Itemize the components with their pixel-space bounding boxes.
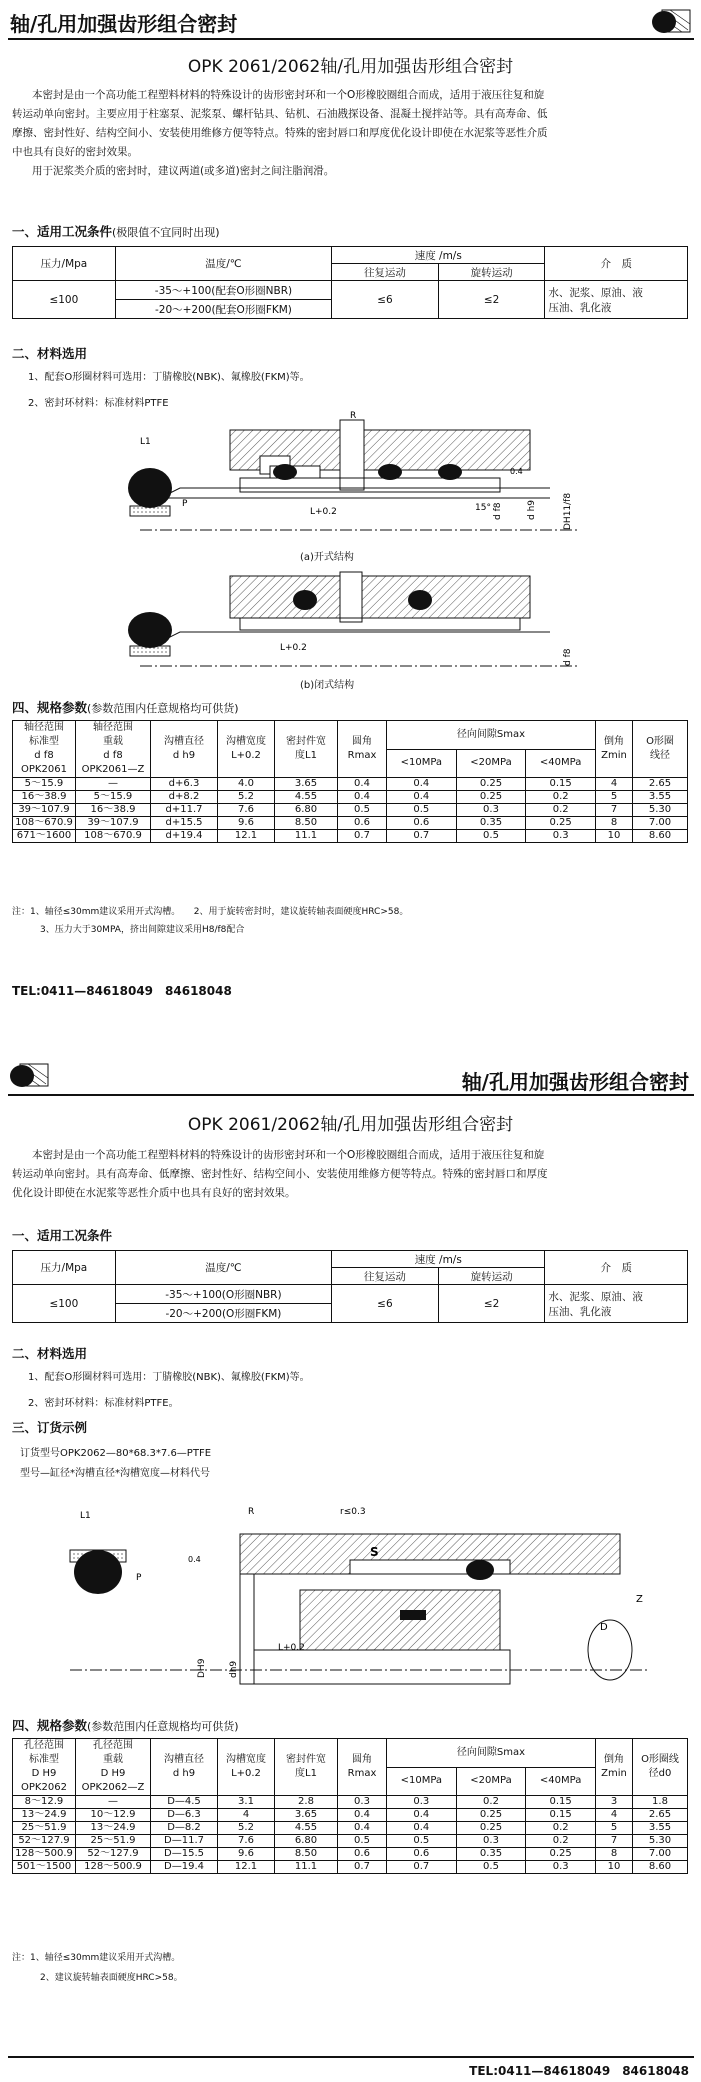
table-cell: 0.25 xyxy=(456,778,526,791)
th-speed: 速度 /m/s xyxy=(332,247,545,264)
table-cell: 16～38.9 xyxy=(13,791,76,804)
h-c3a: 沟槽直径 xyxy=(164,736,204,747)
table-row xyxy=(13,778,688,791)
table-cell: — xyxy=(76,1796,151,1809)
h-c3b: d h9 xyxy=(172,1768,196,1779)
th-pressure: 压力/Mpa xyxy=(13,247,116,281)
table-cell: 0.4 xyxy=(338,791,387,804)
table-cell: 7 xyxy=(596,1835,633,1848)
td-rot: ≤2 xyxy=(438,281,545,319)
table-cell: 7.6 xyxy=(218,804,275,817)
page1-material-1: 1、配套O形圈材料可选用：丁腈橡胶(NBK)、氟橡胶(FKM)等。 xyxy=(28,372,310,383)
table-cell: 0.3 xyxy=(338,1796,387,1809)
table-cell: 12.1 xyxy=(218,1861,275,1874)
h-c6a: 圆角 xyxy=(352,736,372,747)
table-cell: 0.15 xyxy=(526,1796,596,1809)
table-cell: 108～670.9 xyxy=(13,817,76,830)
page1-tel: TEL:0411—84618049 84618048 xyxy=(12,984,232,998)
th-rot: 旋转运动 xyxy=(438,1268,545,1285)
table-cell: 6.80 xyxy=(275,1835,338,1848)
td-temp1: -35～+100(O形圈NBR) xyxy=(115,1285,331,1304)
h-c2b: 重载 xyxy=(103,1754,123,1765)
dim-z: Z xyxy=(636,1594,643,1605)
table-cell: 3.65 xyxy=(275,778,338,791)
h-c4a: 沟槽宽度 xyxy=(226,1754,266,1765)
h-c5a: 密封件宽 xyxy=(286,736,326,747)
h-c5b: 度L1 xyxy=(295,1768,317,1779)
table-cell: 0.15 xyxy=(526,1809,596,1822)
page2-figure-piston-groove xyxy=(40,1500,660,1690)
page2-intro xyxy=(12,1146,692,1203)
dim-rs: r≤0.3 xyxy=(340,1507,366,1517)
h-c2a: 孔径范围 xyxy=(93,1740,133,1751)
th-media: 介 质 xyxy=(545,247,688,281)
page2-material-2: 2、密封环材料：标准材料PTFE。 xyxy=(28,1398,179,1409)
page2-section-materials: 二、材料选用 xyxy=(12,1346,88,1361)
table-cell: 4 xyxy=(596,778,633,791)
table-row xyxy=(13,791,688,804)
h-c1d: OPK2061 xyxy=(21,764,67,775)
th-recip: 往复运动 xyxy=(332,264,439,281)
h-c7c: <40MPa xyxy=(526,749,596,778)
h-c3a: 沟槽直径 xyxy=(164,1754,204,1765)
dim-d8: d f8 xyxy=(493,502,503,520)
table-cell: 0.6 xyxy=(338,1848,387,1861)
table-cell: 3.55 xyxy=(633,1822,688,1835)
page2-section-order: 三、订货示例 xyxy=(12,1420,88,1435)
table-cell: 501～1500 xyxy=(13,1861,76,1874)
td-media2: 压油、乳化液 xyxy=(548,301,612,314)
page1-header-title: 轴/孔用加强齿形组合密封 xyxy=(10,12,238,36)
h-c9a: O形圈线 xyxy=(641,1754,679,1765)
dim-s: S xyxy=(370,1545,379,1559)
table-cell: 671～1600 xyxy=(13,830,76,843)
table-cell: 0.7 xyxy=(387,1861,457,1874)
page2-main-title: OPK 2061/2062轴/孔用加强齿形组合密封 xyxy=(187,1115,514,1135)
table-cell: 0.7 xyxy=(338,830,387,843)
intro-line: 摩擦、密封性好、结构空间小、安装使用维修方便等特点。特殊的密封唇口和厚度优化设计即使在水泥浆等恶性介质 xyxy=(12,127,548,139)
td-recip: ≤6 xyxy=(332,1285,439,1323)
dim-dh11: DH11/f8 xyxy=(563,492,573,530)
h-c1b: 标准型 xyxy=(29,736,59,747)
page2-section-conditions: 一、适用工况条件 xyxy=(12,1228,113,1243)
table-cell: 128～500.9 xyxy=(13,1848,76,1861)
page1-section-conditions xyxy=(12,222,220,240)
th-rot: 旋转运动 xyxy=(438,264,545,281)
page2-note-2: 2、建议旋转轴表面硬度HRC>58。 xyxy=(40,1973,183,1983)
table-cell: — xyxy=(76,778,151,791)
page1-figure-open-groove xyxy=(120,410,600,570)
table-cell: 10～12.9 xyxy=(76,1809,151,1822)
td-recip: ≤6 xyxy=(332,281,439,319)
table-cell: 0.4 xyxy=(338,1809,387,1822)
table-cell: 13～24.9 xyxy=(76,1822,151,1835)
table-cell: 0.4 xyxy=(387,778,457,791)
h-c6b: Rmax xyxy=(347,1768,377,1779)
section-label: 一、适用工况条件 xyxy=(12,224,113,239)
table-cell: 4 xyxy=(596,1809,633,1822)
table-cell: 108～670.9 xyxy=(76,830,151,843)
dim-r: R xyxy=(248,1507,255,1517)
table-cell: 4.55 xyxy=(275,1822,338,1835)
td-rot: ≤2 xyxy=(438,1285,545,1323)
table-cell: 2.65 xyxy=(633,778,688,791)
page1-figure-closed-groove xyxy=(120,570,600,680)
table-cell: 0.25 xyxy=(526,1848,596,1861)
table-cell: 0.6 xyxy=(387,1848,457,1861)
table-row xyxy=(13,1822,688,1835)
intro-line: 转运动单向密封。主要应用于柱塞泵、泥浆泵、螺杆钻具、钻机、石油戡探设备、混凝土搅拌站等。具有高寿命、低 xyxy=(12,108,548,120)
table-row xyxy=(13,1861,688,1874)
table-cell: 0.4 xyxy=(338,778,387,791)
h-c4b: L+0.2 xyxy=(231,750,261,761)
table-cell: 25～51.9 xyxy=(76,1835,151,1848)
page1-section-materials: 二、材料选用 xyxy=(12,346,88,361)
table-cell: 3.55 xyxy=(633,791,688,804)
header-rule xyxy=(8,1094,694,1096)
table-cell: 5.2 xyxy=(218,1822,275,1835)
table-cell: d+8.2 xyxy=(151,791,218,804)
table-cell: 13～24.9 xyxy=(13,1809,76,1822)
th-recip: 往复运动 xyxy=(332,1268,439,1285)
h-c8b: Zmin xyxy=(601,1768,627,1779)
page2-conditions-table xyxy=(12,1250,688,1323)
table-cell: 0.5 xyxy=(387,1835,457,1848)
table-cell: 0.3 xyxy=(526,1861,596,1874)
page1-conditions-table xyxy=(12,246,688,319)
table-cell: d+15.5 xyxy=(151,817,218,830)
table-cell: 3.65 xyxy=(275,1809,338,1822)
table-cell: D—6.3 xyxy=(151,1809,218,1822)
table-cell: D—15.5 xyxy=(151,1848,218,1861)
page1-note-2: 3、压力大于30MPA，挤出间隙建议采用H8/f8配合 xyxy=(40,925,245,935)
h-c7a: <10MPa xyxy=(387,749,457,778)
table-cell: 0.5 xyxy=(338,1835,387,1848)
dim-l02-b: L+0.2 xyxy=(280,643,307,653)
h-c4a: 沟槽宽度 xyxy=(226,736,266,747)
dim-d: D xyxy=(600,1622,608,1633)
table-cell: 0.2 xyxy=(526,1835,596,1848)
th-temp: 温度/℃ xyxy=(115,1251,331,1285)
td-temp2: -20～+200(配套O形圈FKM) xyxy=(115,300,331,319)
h-c5a: 密封件宽 xyxy=(286,1754,326,1765)
h-c3b: d h9 xyxy=(172,750,196,761)
table-cell: d+19.4 xyxy=(151,830,218,843)
table-cell: 0.3 xyxy=(456,1835,526,1848)
h-c1d: OPK2062 xyxy=(21,1782,67,1793)
table-cell: 8 xyxy=(596,1848,633,1861)
table-cell: 11.1 xyxy=(275,1861,338,1874)
td-pressure: ≤100 xyxy=(13,1285,116,1323)
footer-rule xyxy=(8,2056,694,2058)
table-cell: 0.25 xyxy=(456,791,526,804)
h-c7a: <10MPa xyxy=(387,1767,457,1796)
dim-roughness: 0.4 xyxy=(510,467,523,476)
table-cell: 0.15 xyxy=(526,778,596,791)
order-example: 订货型号OPK2062—80*68.3*7.6—PTFE xyxy=(20,1448,212,1459)
h-c7b: <20MPa xyxy=(456,1767,526,1796)
intro-line: 转运动单向密封。具有高寿命、低摩擦、密封性好、结构空间小、安装使用维修方便等特点。特殊的密封唇口和厚度 xyxy=(12,1168,548,1180)
dim-d8-b: d f8 xyxy=(563,648,573,666)
h-c9b: 径d0 xyxy=(648,1768,672,1779)
table-cell: 7 xyxy=(596,804,633,817)
section-sublabel: (极限值不宜同时出现) xyxy=(112,226,220,239)
h-c7: 径向间隙Smax xyxy=(387,721,596,750)
h-c1a: 孔径范围 xyxy=(24,1740,64,1751)
page2-section-specs xyxy=(12,1716,239,1734)
table-row xyxy=(13,830,688,843)
table-cell: 0.7 xyxy=(338,1861,387,1874)
table-cell: 0.25 xyxy=(526,817,596,830)
h-c6a: 圆角 xyxy=(352,1754,372,1765)
h-c2c: d f8 xyxy=(103,750,123,761)
intro-line: 优化设计即使在水泥浆等恶性介质中也具有良好的密封效果。 xyxy=(12,1187,296,1199)
th-temp: 温度/℃ xyxy=(115,247,331,281)
table-cell: 52～127.9 xyxy=(13,1835,76,1848)
table-cell: 9.6 xyxy=(218,817,275,830)
table-cell: d+6.3 xyxy=(151,778,218,791)
section-sublabel: (参数范围内任意规格均可供货) xyxy=(87,1720,239,1733)
table-row xyxy=(13,804,688,817)
table-cell: 5～15.9 xyxy=(13,778,76,791)
h-c1b: 标准型 xyxy=(29,1754,59,1765)
page1-spec-table xyxy=(12,720,688,843)
table-cell: 8.60 xyxy=(633,830,688,843)
h-c6b: Rmax xyxy=(347,750,377,761)
table-cell: 8.50 xyxy=(275,817,338,830)
td-media1: 水、泥浆、原油、液 xyxy=(548,286,643,299)
table-cell: 5.30 xyxy=(633,804,688,817)
h-c7b: <20MPa xyxy=(456,749,526,778)
td-media1: 水、泥浆、原油、液 xyxy=(548,1290,643,1303)
table-cell: D—4.5 xyxy=(151,1796,218,1809)
dim-angle: 15° xyxy=(475,503,491,513)
table-row xyxy=(13,1835,688,1848)
table-cell: 0.6 xyxy=(387,817,457,830)
table-cell: 10 xyxy=(596,1861,633,1874)
table-cell: 7.00 xyxy=(633,817,688,830)
dim-l02: L+0.2 xyxy=(310,507,337,517)
table-cell: 0.3 xyxy=(456,804,526,817)
table-cell: 0.2 xyxy=(526,1822,596,1835)
th-speed: 速度 /m/s xyxy=(332,1251,545,1268)
table-cell: 0.4 xyxy=(338,1822,387,1835)
table-cell: 0.2 xyxy=(526,791,596,804)
h-c8a: 倒角 xyxy=(604,736,624,747)
table-cell: 5 xyxy=(596,791,633,804)
table-cell: 9.6 xyxy=(218,1848,275,1861)
table-cell: 3.1 xyxy=(218,1796,275,1809)
page1-main-title: OPK 2061/2062轴/孔用加强齿形组合密封 xyxy=(187,57,514,77)
table-cell: 0.4 xyxy=(387,791,457,804)
table-cell: 0.25 xyxy=(456,1822,526,1835)
h-c9a: O形圈 xyxy=(646,736,674,747)
figure-b-caption: (b)闭式结构 xyxy=(300,680,355,691)
dim-dh9: DH9 xyxy=(197,1658,207,1678)
table-cell: 39～107.9 xyxy=(76,817,151,830)
table-cell: 0.2 xyxy=(526,804,596,817)
seal-logo-icon xyxy=(6,1058,52,1090)
table-cell: 25～51.9 xyxy=(13,1822,76,1835)
table-cell: 8～12.9 xyxy=(13,1796,76,1809)
table-row xyxy=(13,817,688,830)
figure-a-caption: (a)开式结构 xyxy=(300,552,354,563)
intro-line: 用于泥浆类介质的密封时，建议两道(或多道)密封之间注脂润滑。 xyxy=(32,165,335,177)
h-c1a: 轴径范围 xyxy=(24,722,64,733)
h-c7: 径向间隙Smax xyxy=(387,1739,596,1768)
table-cell: 7.00 xyxy=(633,1848,688,1861)
dim-r: R xyxy=(350,411,357,421)
table-cell: 11.1 xyxy=(275,830,338,843)
th-media: 介 质 xyxy=(545,1251,688,1285)
table-cell: 0.35 xyxy=(456,817,526,830)
dim-dh: dh9 xyxy=(229,1660,239,1678)
page2-header-title: 轴/孔用加强齿形组合密封 xyxy=(461,1070,689,1094)
table-cell: 0.2 xyxy=(456,1796,526,1809)
table-cell: 5～15.9 xyxy=(76,791,151,804)
dim-l02: L+0.2 xyxy=(278,1643,305,1653)
table-cell: 3 xyxy=(596,1796,633,1809)
table-cell: 0.5 xyxy=(456,830,526,843)
table-row xyxy=(13,1809,688,1822)
table-cell: 0.3 xyxy=(526,830,596,843)
page2-material-1: 1、配套O形圈材料可选用：丁腈橡胶(NBK)、氟橡胶(FKM)等。 xyxy=(28,1372,310,1383)
table-cell: 0.25 xyxy=(456,1809,526,1822)
h-c7c: <40MPa xyxy=(526,1767,596,1796)
table-cell: 4.55 xyxy=(275,791,338,804)
table-cell: D—19.4 xyxy=(151,1861,218,1874)
header-rule xyxy=(8,38,694,40)
intro-line: 本密封是由一个高功能工程塑料材料的特殊设计的齿形密封环和一个O形橡胶圈组合而成，适用于液压往复和旋 xyxy=(32,1149,545,1161)
dim-roughness: 0.4 xyxy=(188,1555,201,1564)
section-label: 四、规格参数 xyxy=(12,700,88,715)
table-cell: 10 xyxy=(596,830,633,843)
table-cell: 0.3 xyxy=(387,1796,457,1809)
h-c8a: 倒角 xyxy=(604,1754,624,1765)
td-media2: 压油、乳化液 xyxy=(548,1305,612,1318)
table-cell: 4 xyxy=(218,1809,275,1822)
table-cell: 12.1 xyxy=(218,830,275,843)
h-c9b: 线径 xyxy=(650,750,670,761)
table-cell: D—11.7 xyxy=(151,1835,218,1848)
td-pressure: ≤100 xyxy=(13,281,116,319)
h-c4b: L+0.2 xyxy=(231,1768,261,1779)
page1-section-specs xyxy=(12,698,239,716)
table-row xyxy=(13,1796,688,1809)
th-pressure: 压力/Mpa xyxy=(13,1251,116,1285)
table-cell: 5 xyxy=(596,1822,633,1835)
table-cell: 0.5 xyxy=(456,1861,526,1874)
h-c2c: D H9 xyxy=(100,1768,126,1779)
table-cell: 8 xyxy=(596,817,633,830)
table-cell: 0.35 xyxy=(456,1848,526,1861)
table-cell: 52～127.9 xyxy=(76,1848,151,1861)
intro-line: 本密封是由一个高功能工程塑料材料的特殊设计的齿形密封环和一个O形橡胶圈组合而成，适用于液压往复和旋 xyxy=(32,89,545,101)
table-cell: 8.50 xyxy=(275,1848,338,1861)
table-cell: 0.7 xyxy=(387,830,457,843)
table-cell: 5.30 xyxy=(633,1835,688,1848)
page1-material-2: 2、密封环材料：标准材料PTFE xyxy=(28,398,169,409)
table-cell: D—8.2 xyxy=(151,1822,218,1835)
page2-note-1: 注：1、轴径≤30mm建议采用开式沟槽。 xyxy=(12,1953,181,1963)
table-cell: 0.4 xyxy=(387,1809,457,1822)
section-sublabel: (参数范围内任意规格均可供货) xyxy=(87,702,239,715)
intro-line: 中也具有良好的密封效果。 xyxy=(12,146,138,158)
page2-tel: TEL:0411—84618049 84618048 xyxy=(469,2064,689,2078)
h-c2b: 重载 xyxy=(103,736,123,747)
table-cell: 4.0 xyxy=(218,778,275,791)
table-cell: 8.60 xyxy=(633,1861,688,1874)
page1-note-1: 注：1、轴径≤30mm建议采用开式沟槽。 2、用于旋转密封时，建议旋转轴表面硬度HRC>58。 xyxy=(12,907,409,917)
table-cell: 7.6 xyxy=(218,1835,275,1848)
h-c5b: 度L1 xyxy=(295,750,317,761)
h-c2d: OPK2062—Z xyxy=(81,1782,145,1793)
table-cell: 6.80 xyxy=(275,804,338,817)
page1-intro xyxy=(12,86,692,181)
table-cell: 128～500.9 xyxy=(76,1861,151,1874)
table-cell: 0.6 xyxy=(338,817,387,830)
h-c1c: d f8 xyxy=(34,750,54,761)
h-c8b: Zmin xyxy=(601,750,627,761)
dim-p: P xyxy=(182,499,188,509)
dim-l1: L1 xyxy=(140,437,151,447)
table-row xyxy=(13,1848,688,1861)
table-cell: 2.8 xyxy=(275,1796,338,1809)
td-temp2: -20～+200(O形圈FKM) xyxy=(115,1304,331,1323)
section-label: 四、规格参数 xyxy=(12,1718,88,1733)
dim-dh9: d h9 xyxy=(527,499,537,520)
h-c2a: 轴径范围 xyxy=(93,722,133,733)
table-cell: 39～107.9 xyxy=(13,804,76,817)
dim-l1: L1 xyxy=(80,1511,91,1521)
seal-logo-icon xyxy=(648,4,694,36)
table-cell: 0.5 xyxy=(387,804,457,817)
table-cell: 1.8 xyxy=(633,1796,688,1809)
page2-spec-table xyxy=(12,1738,688,1874)
table-cell: d+11.7 xyxy=(151,804,218,817)
dim-p: P xyxy=(136,1573,142,1583)
td-temp1: -35～+100(配套O形圈NBR) xyxy=(115,281,331,300)
h-c2d: OPK2061—Z xyxy=(81,764,145,775)
table-cell: 0.5 xyxy=(338,804,387,817)
table-cell: 0.4 xyxy=(387,1822,457,1835)
table-cell: 2.65 xyxy=(633,1809,688,1822)
table-cell: 5.2 xyxy=(218,791,275,804)
h-c1c: D H9 xyxy=(31,1768,57,1779)
order-format: 型号—缸径*沟槽直径*沟槽宽度—材料代号 xyxy=(20,1468,210,1479)
table-cell: 16～38.9 xyxy=(76,804,151,817)
